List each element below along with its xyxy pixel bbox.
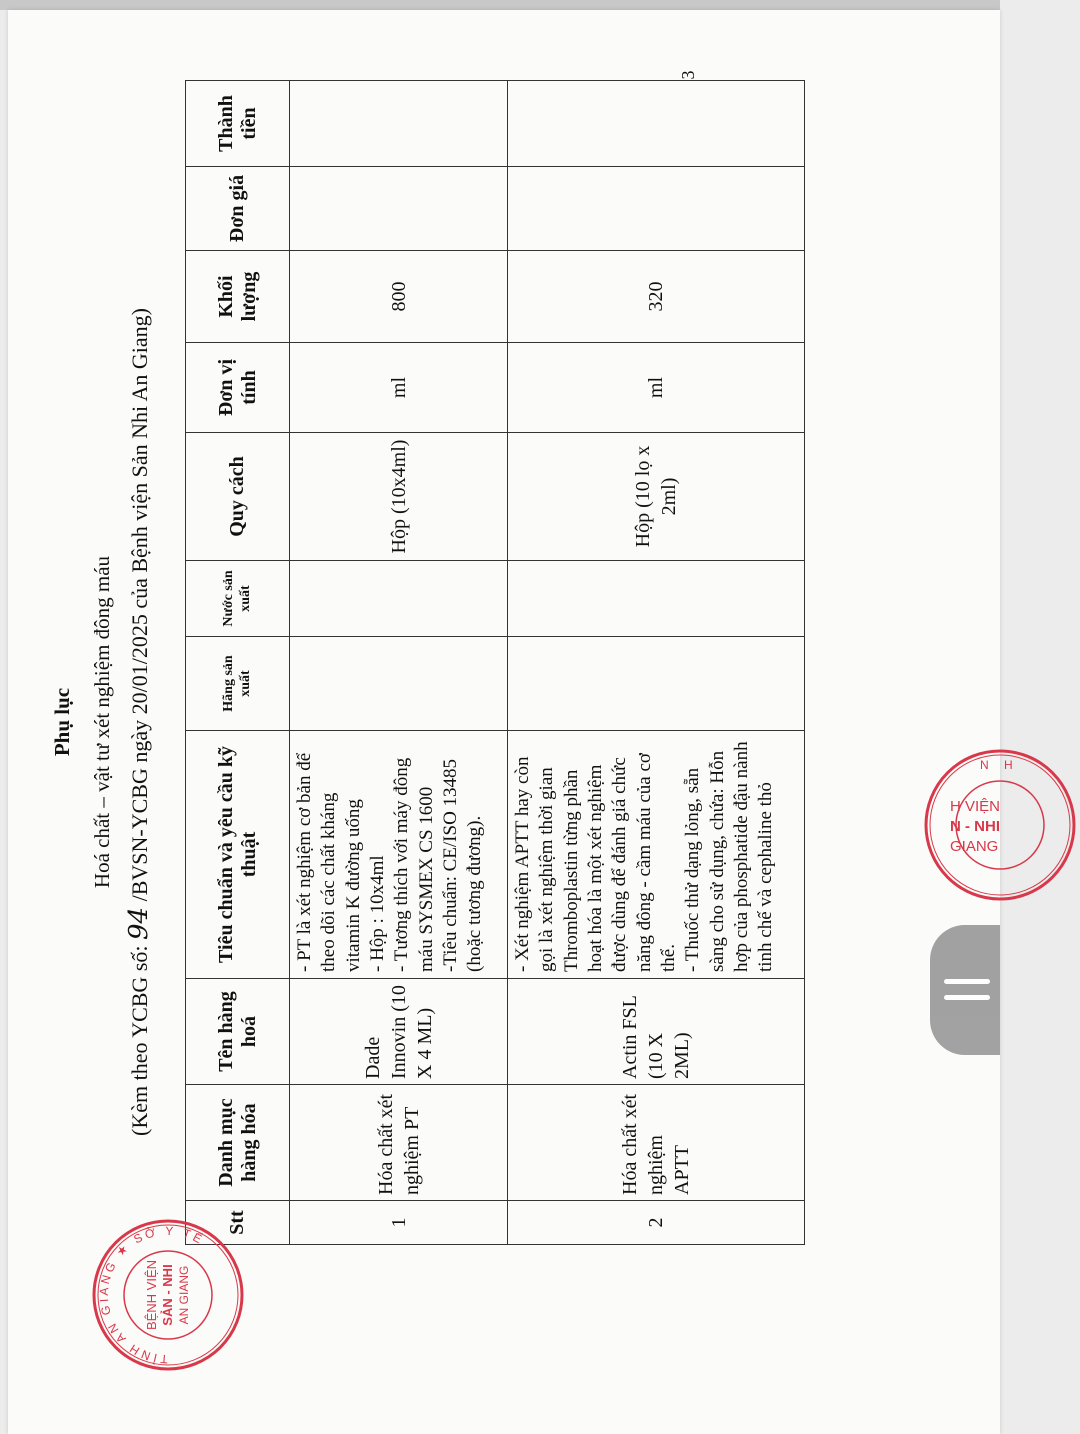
hospital-seal-stamp <box>88 1215 248 1375</box>
cell-spec <box>508 731 805 979</box>
cell-total <box>508 81 805 167</box>
partial-seal-line-1: H VIỆN <box>950 798 1001 815</box>
cell-stt: 2 <box>508 1201 805 1245</box>
ref-prefix: (Kèm theo YCBG số: <box>127 945 152 1136</box>
spec-line: - Thuốc thử dạng lỏng, sẵn sàng cho sử dụng, chứa: Hỗn hợp của phosphatide đậu nành tinh chế và cephaline thỏ <box>682 741 777 972</box>
header-unit-price: Đơn giá <box>186 167 290 251</box>
seal-graphic <box>94 1221 242 1369</box>
cell-manufacturer <box>290 637 508 731</box>
cell-packing: Hộp (10x4ml) <box>290 433 508 561</box>
ref-suffix: /BVSN-YCBG ngày 20/01/2025 của Bệnh viện Sản Nhi An Giang) <box>127 308 152 902</box>
partial-seal-ring-text: N H <box>980 758 1019 772</box>
cell-unit: ml <box>290 343 508 433</box>
header-category: Danh mục hàng hóa <box>186 1085 290 1201</box>
header-stt: Stt <box>186 1201 290 1245</box>
cell-category: Hóa chất xét nghiệm APTT <box>508 1085 805 1201</box>
handle-grip-line-icon <box>944 995 990 1000</box>
ref-number: 94 <box>124 906 154 940</box>
cell-total <box>290 81 508 167</box>
header-total: Thành tiền <box>186 81 290 167</box>
drag-handle[interactable] <box>930 925 1000 1055</box>
cell-unit-price <box>508 167 805 251</box>
spec-line: - Hộp : 10x4ml <box>366 855 388 972</box>
cell-spec <box>290 731 508 979</box>
header-spec: Tiêu chuẩn và yêu cầu kỹ thuật <box>186 731 290 979</box>
spec-line: - Xét nghiệm APTT hay còn gọi là xét nghiệm thời gian Thromboplastin từng phần hoạt hóa là một xét nghiệm được dùng để đánh giá chức năng đông - cầm máu của cơ thể. <box>512 753 679 972</box>
doc-subtitle: Hoá chất – vật tư xét nghiệm đông máu <box>90 555 114 889</box>
quotation-table <box>185 80 805 1245</box>
cell-country <box>290 561 508 637</box>
spec-line: - PT là xét nghiệm cơ bản để theo dõi các chất kháng vitamin K đường uống <box>294 752 364 972</box>
seal-line-3: AN GIANG <box>177 1265 191 1325</box>
partial-seal-line-2: N - NHI <box>950 818 1000 835</box>
cell-packing: Hộp (10 lọ x 2ml) <box>508 433 805 561</box>
cell-quantity: 320 <box>508 251 805 343</box>
cell-category: Hóa chất xét nghiệm PT <box>290 1085 508 1201</box>
cell-stt: 1 <box>290 1201 508 1245</box>
partial-seal-line-3: GIANG <box>950 838 999 855</box>
table-header-row <box>186 81 290 1245</box>
header-country: Nước sản xuất <box>186 561 290 637</box>
seal-line-2: SẢN - NHI <box>160 1264 175 1326</box>
header-manufacturer: Hãng sản xuất <box>186 637 290 731</box>
seal-ring-text: TỈNH AN GIANG ★ SỞ Y TẾ <box>96 1223 207 1367</box>
rotated-page-content <box>8 29 968 1415</box>
cell-name: Dade Innovin (10 X 4 ML) <box>290 979 508 1085</box>
table-row <box>290 81 508 1245</box>
cell-country <box>508 561 805 637</box>
partial-seal-stamp <box>920 745 1080 905</box>
cell-unit: ml <box>508 343 805 433</box>
header-unit: Đơn vị tính <box>186 343 290 433</box>
header-quantity: Khối lượng <box>186 251 290 343</box>
header-name: Tên hàng hoá <box>186 979 290 1085</box>
doc-title: Phụ lục <box>50 687 74 757</box>
handle-grip-line-icon <box>944 979 990 984</box>
header-packing: Quy cách <box>186 433 290 561</box>
spec-line: - Tương thích với máy đông máu SYSMEX CS 1600 <box>391 757 437 972</box>
page-number: 3 <box>678 70 698 80</box>
cell-quantity: 800 <box>290 251 508 343</box>
seal-line-1: BỆNH VIỆN <box>144 1259 159 1331</box>
table-row <box>508 81 805 1245</box>
cell-manufacturer <box>508 637 805 731</box>
doc-reference <box>124 29 154 1415</box>
spec-line: -Tiêu chuẩn: CE/ISO 13485 (hoặc tương đương). <box>439 758 486 972</box>
window-top-bar <box>0 0 1000 10</box>
cell-unit-price <box>290 167 508 251</box>
cell-name: Actin FSL (10 X 2ML) <box>508 979 805 1085</box>
